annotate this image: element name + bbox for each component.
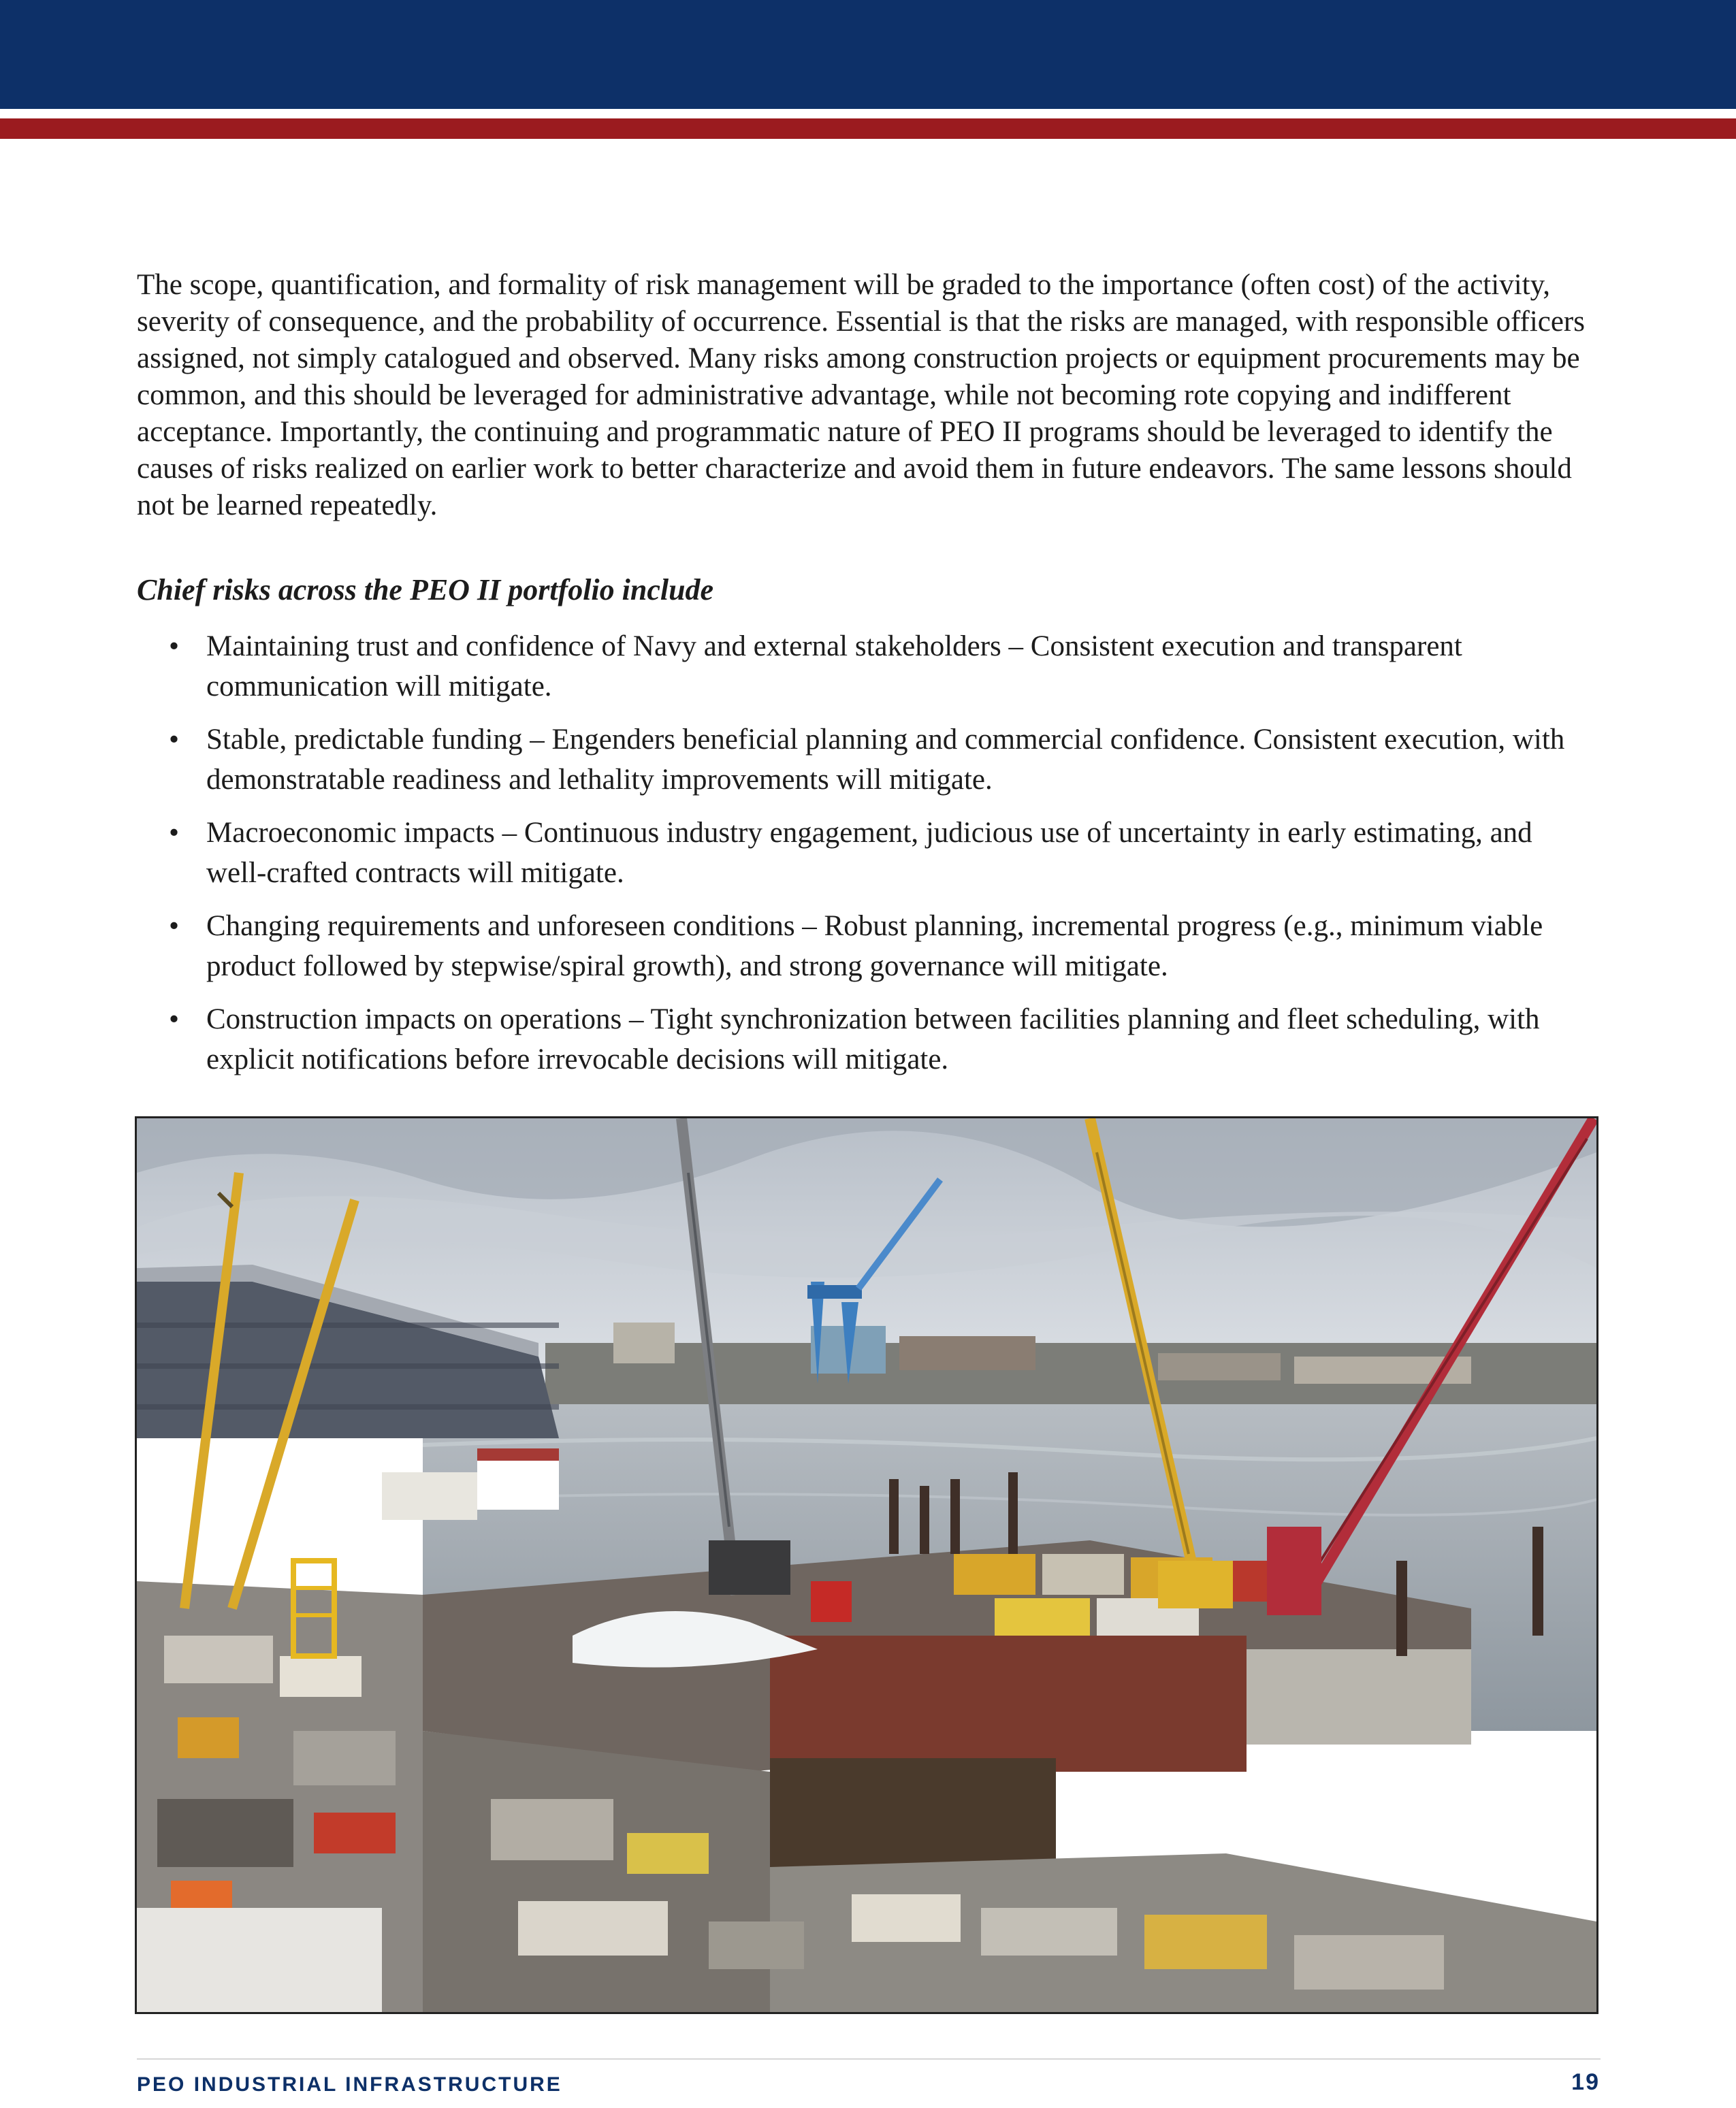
bullet-icon: •	[169, 1003, 180, 1035]
bullet-icon: •	[169, 630, 180, 662]
risk-text: Maintaining trust and confidence of Navy and external stakeholders – Consistent execution and transparent communication will mitigate.	[206, 630, 1462, 702]
footer-label: PEO INDUSTRIAL INFRASTRUCTURE	[137, 2073, 562, 2096]
risk-item-operations	[137, 999, 1566, 1080]
risk-item-requirements	[137, 906, 1566, 986]
header-red-band	[0, 118, 1736, 139]
intro-paragraph: The scope, quantification, and formality of risk management will be graded to the importance (often cost) of the activity, severity of consequence, and the probability of occurrence. Essential is that the risks are managed, with responsible officers assigned, not simply catalogued and observed. Many risks among construction projects or equipment procurements may be common, and this should be leveraged for administrative advantage, while not becoming rote copying and indifferent acceptance. Importantly, the continuing and programmatic nature of PEO II programs should be leveraged to identify the causes of risks realized on earlier work to better characterize and avoid them in future endeavors. The same lessons should not be learned repeatedly.	[137, 269, 1585, 521]
risk-item-macroeconomic	[137, 813, 1566, 893]
footer-rule	[137, 2058, 1601, 2060]
section-heading: Chief risks across the PEO II portfolio include	[137, 573, 714, 606]
construction-photo	[135, 1116, 1598, 2014]
risk-text: Changing requirements and unforeseen conditions – Robust planning, incremental progress (e.g., minimum viable product followed by stepwise/spiral growth), and strong governance will mitigate.	[206, 910, 1543, 982]
bullet-icon: •	[169, 817, 180, 849]
page-number: 19	[1571, 2069, 1600, 2095]
header-white-stripe	[0, 109, 1736, 118]
risk-list	[137, 626, 1566, 1092]
risk-item-trust	[137, 626, 1566, 707]
risk-text: Macroeconomic impacts – Continuous industry engagement, judicious use of uncertainty in early estimating, and well-crafted contracts will mitigate.	[206, 817, 1532, 889]
risk-text: Construction impacts on operations – Tight synchronization between facilities planning and fleet scheduling, with explicit notifications before irrevocable decisions will mitigate.	[206, 1003, 1540, 1075]
header-navy-band	[0, 0, 1736, 109]
bullet-icon: •	[169, 724, 180, 756]
bullet-icon: •	[169, 910, 180, 942]
risk-item-funding	[137, 719, 1566, 800]
risk-text: Stable, predictable funding – Engenders beneficial planning and commercial confidence. Consistent execution, with demonstratable readiness and lethality improvements will mitigate.	[206, 724, 1565, 796]
